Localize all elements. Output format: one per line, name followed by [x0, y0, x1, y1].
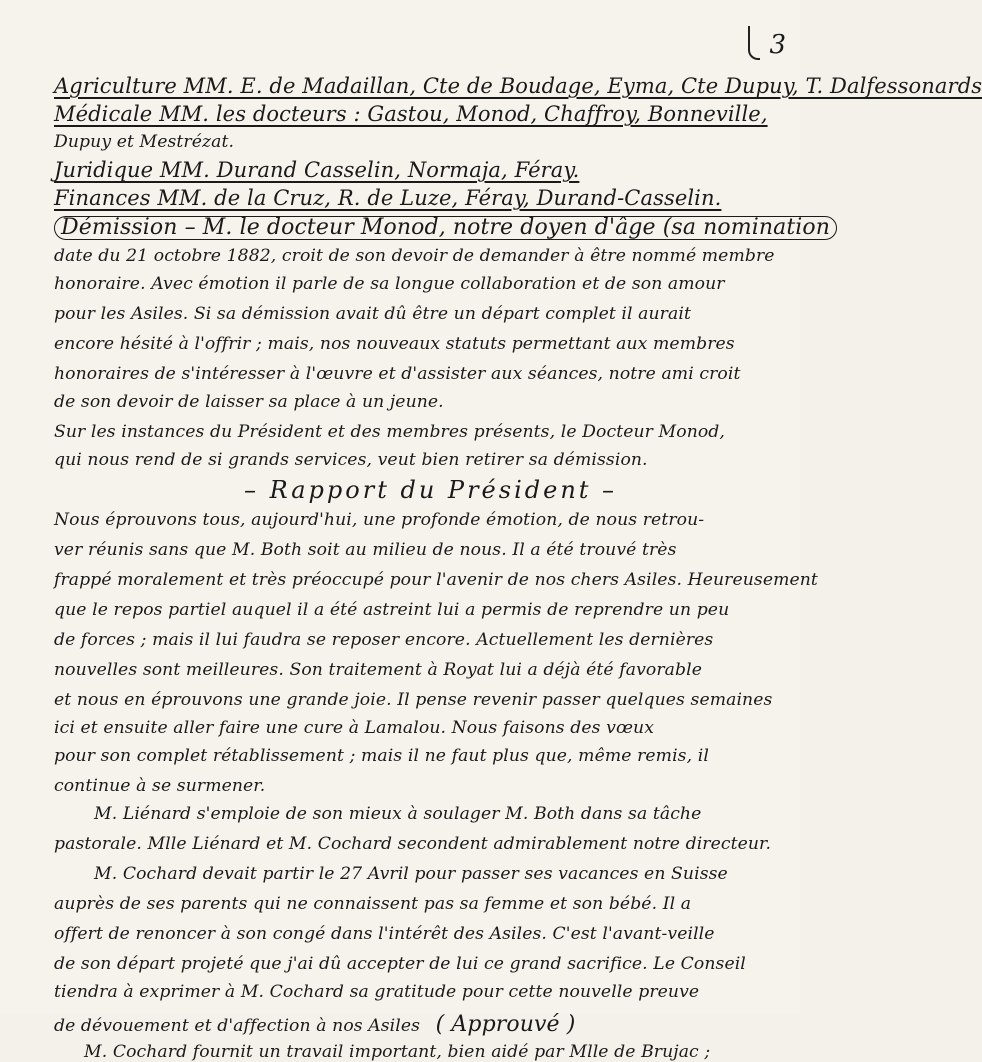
text-line: M. Liénard s'emploie de son mieux à soulager M. Both dans sa tâche — [94, 804, 702, 824]
heading-finances: Finances MM. de la Cruz, R. de Luze, Féray, Durand-Casselin. — [54, 186, 722, 210]
text-line: date du 21 octobre 1882, croit de son devoir de demander à être nommé membre — [54, 246, 775, 266]
text-line: Dupuy et Mestrézat. — [54, 132, 235, 152]
text-line — [54, 1014, 575, 1036]
text-line: de son devoir de laisser sa place à un jeune. — [54, 392, 444, 412]
text-line: frappé moralement et très préoccupé pour l'avenir de nos chers Asiles. Heureusement — [54, 570, 818, 590]
page-number: 3 — [769, 30, 786, 60]
text-line: tiendra à exprimer à M. Cochard sa gratitude pour cette nouvelle preuve — [54, 982, 700, 1002]
text-line — [54, 160, 579, 181]
text-line: Sur les instances du Président et des membres présents, le Docteur Monod, — [54, 422, 725, 442]
section-title-rapport: – Rapport du Président – — [244, 476, 618, 504]
text-line: encore hésité à l'offrir ; mais, nos nouveaux statuts permettant aux membres — [54, 334, 735, 354]
text-line-body: de dévouement et d'affection à nos Asiles — [54, 1016, 421, 1036]
text-line: pour son complet rétablissement ; mais il ne faut plus que, même remis, il — [54, 746, 709, 766]
text-line: ici et ensuite aller faire une cure à Lamalou. Nous faisons des vœux — [54, 718, 655, 738]
text-line — [54, 188, 721, 209]
heading-agriculture: Agriculture MM. E. de Madaillan, Cte de Boudage, Eyma, Cte Dupuy, T. Dalfessonards — [54, 74, 982, 98]
approval-note: ( Approuvé ) — [435, 1012, 576, 1037]
text-line — [54, 216, 841, 240]
text-line: qui nous rend de si grands services, veut bien retirer sa démission. — [54, 450, 648, 470]
text-line — [54, 76, 982, 97]
text-line — [54, 104, 768, 125]
text-line: M. Cochard fournit un travail important, bien aidé par Mlle de Brujac ; — [84, 1042, 711, 1062]
page-number-bracket — [748, 26, 760, 60]
text-line: honoraires de s'intéresser à l'œuvre et d'assister aux séances, notre ami croit — [54, 364, 741, 384]
text-line: Nous éprouvons tous, aujourd'hui, une profonde émotion, de nous retrou- — [54, 510, 705, 530]
text-line: offert de renoncer à son congé dans l'intérêt des Asiles. C'est l'avant-veille — [54, 924, 715, 944]
text-line: pour les Asiles. Si sa démission avait dû être un départ complet il aurait — [54, 304, 691, 324]
text-line: de forces ; mais il lui faudra se reposer encore. Actuellement les dernières — [54, 630, 714, 650]
text-line: et nous en éprouvons une grande joie. Il pense revenir passer quelques semaines — [54, 690, 773, 710]
text-line: de son départ projeté que j'ai dû accepter de lui ce grand sacrifice. Le Conseil — [54, 954, 746, 974]
heading-demission: Démission – M. le docteur Monod, notre doyen d'âge (sa nomination — [54, 216, 837, 240]
text-line: M. Cochard devait partir le 27 Avril pour passer ses vacances en Suisse — [94, 864, 728, 884]
text-line: pastorale. Mlle Liénard et M. Cochard secondent admirablement notre directeur. — [54, 834, 772, 854]
text-line: continue à se surmener. — [54, 776, 266, 796]
heading-medicale: Médicale MM. les docteurs : Gastou, Monod, Chaffroy, Bonneville, — [54, 102, 768, 126]
text-line: que le repos partiel auquel il a été astreint lui a permis de reprendre un peu — [54, 600, 730, 620]
text-line: honoraire. Avec émotion il parle de sa longue collaboration et de son amour — [54, 274, 725, 294]
text-line: nouvelles sont meilleures. Son traitement à Royat lui a déjà été favorable — [54, 660, 702, 680]
heading-juridique: Juridique MM. Durand Casselin, Normaja, Féray. — [54, 158, 580, 182]
text-line: auprès de ses parents qui ne connaissent pas sa femme et son bébé. Il a — [54, 894, 692, 914]
text-line: ver réunis sans que M. Both soit au milieu de nous. Il a été trouvé très — [54, 540, 677, 560]
